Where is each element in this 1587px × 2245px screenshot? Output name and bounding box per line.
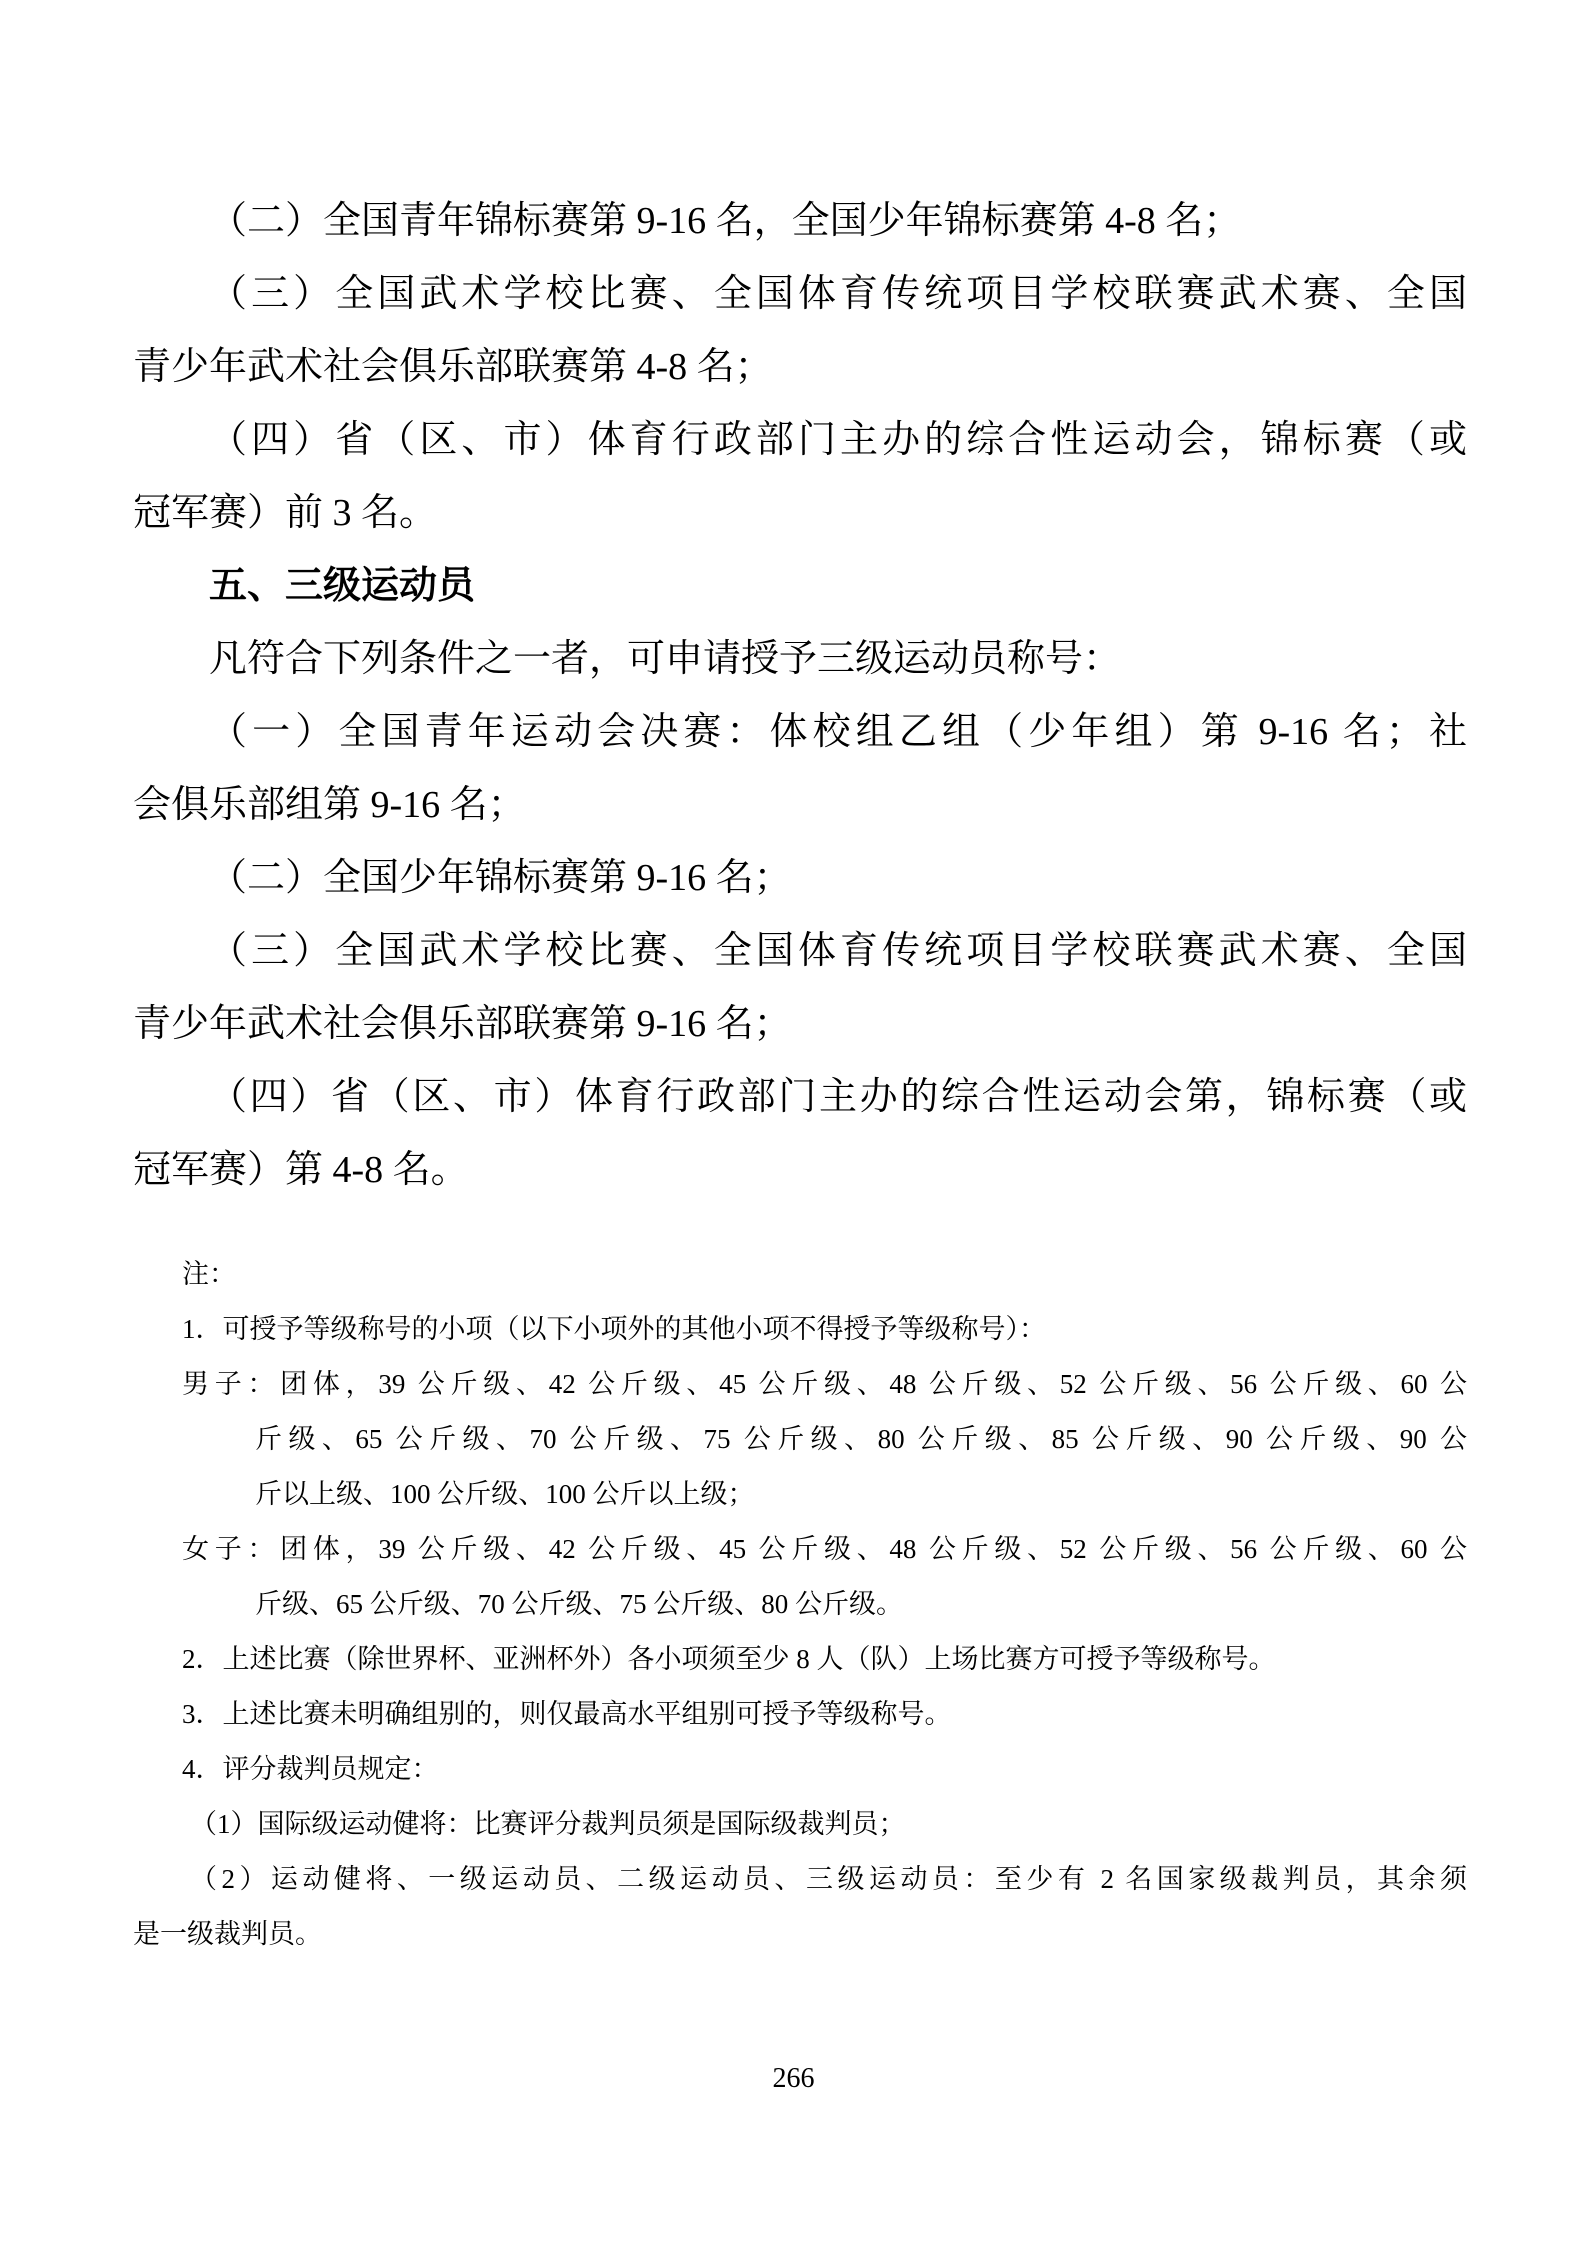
text-line: 青少年武术社会俱乐部联赛第 4-8 名； (133, 346, 773, 388)
text-line: 注： (182, 1259, 236, 1289)
text-line: 是一级裁判员。 (133, 1919, 322, 1949)
text-line: （一）全国青年运动会决赛：体校组乙组（少年组）第 9-16 名；社 (209, 711, 1467, 753)
text-line: 斤级、65 公斤级、70 公斤级、75 公斤级、80 公斤级。 (255, 1589, 903, 1619)
paragraph (133, 1797, 1467, 1852)
text-line: 男子：团体，39 公斤级、42 公斤级、45 公斤级、48 公斤级、52 公斤级、56 公斤级、60 公 (182, 1369, 1467, 1399)
text-line: 1．可授予等级称号的小项（以下小项外的其他小项不得授予等级称号）： (182, 1314, 1046, 1344)
paragraph (133, 623, 1467, 696)
paragraph (133, 1632, 1467, 1687)
paragraph (133, 1852, 1467, 1962)
paragraph (133, 404, 1467, 550)
text-line: （二）全国青年锦标赛第 9-16 名，全国少年锦标赛第 4-8 名； (209, 200, 1242, 242)
page-number: 266 (772, 2063, 815, 2094)
text-line: 会俱乐部组第 9-16 名； (133, 784, 526, 826)
text-line: 五、三级运动员 (209, 565, 476, 607)
text-line: 凡符合下列条件之一者，可申请授予三级运动员称号： (209, 638, 1122, 680)
text-line: 斤以上级、100 公斤级、100 公斤以上级； (255, 1479, 755, 1509)
paragraph (133, 1061, 1467, 1207)
text-line: （1）国际级运动健将：比赛评分裁判员须是国际级裁判员； (190, 1809, 906, 1839)
notes-section (133, 1247, 1467, 1962)
paragraph (133, 1687, 1467, 1742)
text-line: （四）省（区、市）体育行政部门主办的综合性运动会第，锦标赛（或 (209, 1076, 1467, 1118)
main-text (133, 185, 1467, 1207)
paragraph (133, 1247, 1467, 1302)
text-line: （2）运动健将、一级运动员、二级运动员、三级运动员：至少有 2 名国家级裁判员，其余须 (190, 1864, 1467, 1894)
text-line: （四）省（区、市）体育行政部门主办的综合性运动会，锦标赛（或 (209, 419, 1467, 461)
paragraph (133, 1302, 1467, 1357)
text-line: 冠军赛）前 3 名。 (133, 492, 438, 534)
text-line: 斤级、65 公斤级、70 公斤级、75 公斤级、80 公斤级、85 公斤级、90 公斤级、90 公 (255, 1424, 1467, 1454)
text-line: （三）全国武术学校比赛、全国体育传统项目学校联赛武术赛、全国 (209, 273, 1467, 315)
text-line: 4．评分裁判员规定： (182, 1754, 439, 1784)
text-line: 冠军赛）第 4-8 名。 (133, 1149, 469, 1191)
text-line: 3．上述比赛未明确组别的，则仅最高水平组别可授予等级称号。 (182, 1699, 952, 1729)
document-content (133, 185, 1467, 1962)
paragraph (133, 915, 1467, 1061)
paragraph (133, 185, 1467, 258)
text-line: 青少年武术社会俱乐部联赛第 9-16 名； (133, 1003, 792, 1045)
paragraph (133, 1742, 1467, 1797)
paragraph (133, 696, 1467, 842)
text-line: 女子：团体，39 公斤级、42 公斤级、45 公斤级、48 公斤级、52 公斤级、56 公斤级、60 公 (182, 1534, 1467, 1564)
section-heading (133, 550, 1467, 623)
paragraph (133, 258, 1467, 404)
paragraph (133, 1357, 1467, 1522)
text-line: 2．上述比赛（除世界杯、亚洲杯外）各小项须至少 8 人（队）上场比赛方可授予等级称号。 (182, 1644, 1276, 1674)
text-line: （二）全国少年锦标赛第 9-16 名； (209, 857, 792, 899)
text-line: （三）全国武术学校比赛、全国体育传统项目学校联赛武术赛、全国 (209, 930, 1467, 972)
paragraph (133, 842, 1467, 915)
paragraph (133, 1522, 1467, 1632)
